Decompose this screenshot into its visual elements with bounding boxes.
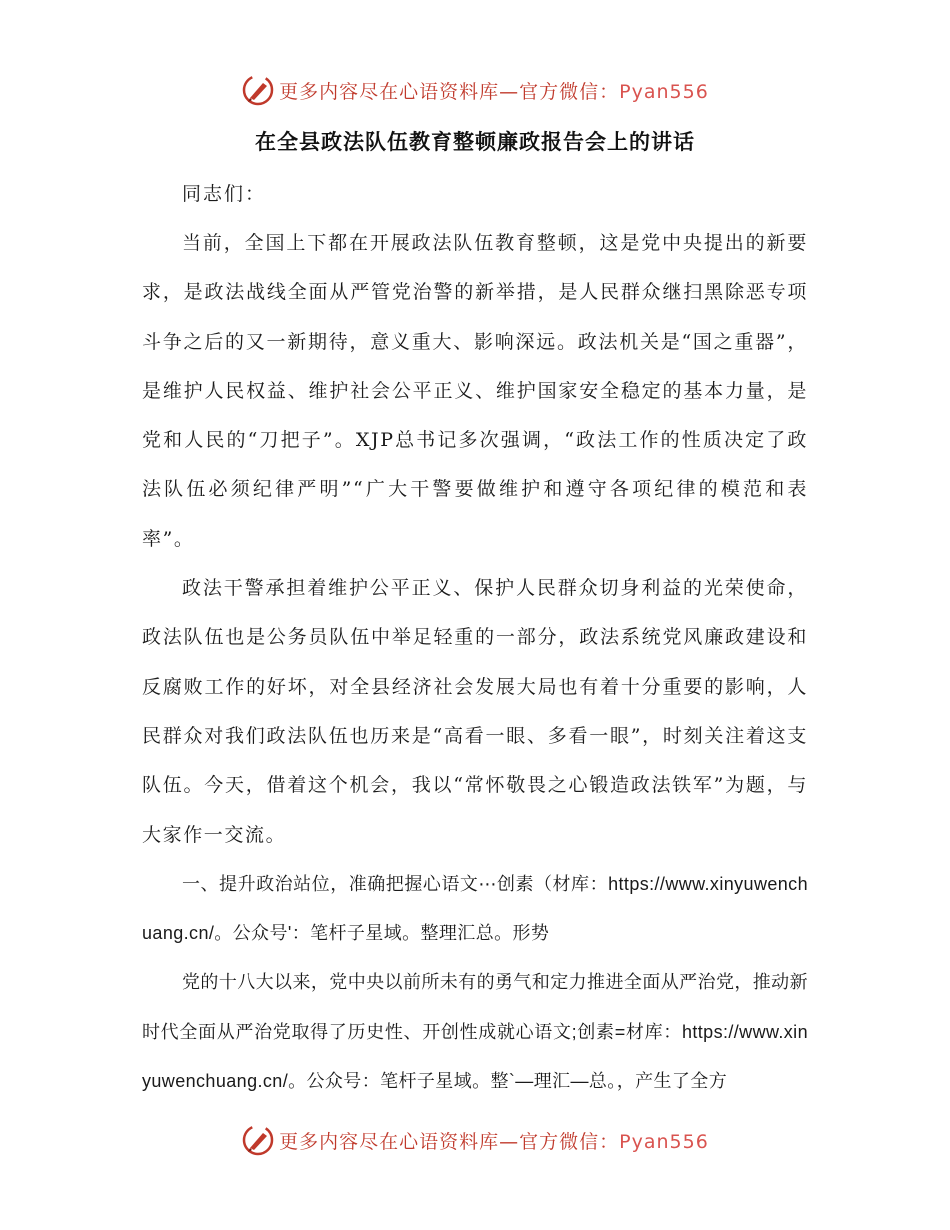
watermark-text: 更多内容尽在心语资料库—官方微信：Pyan556 <box>279 80 709 103</box>
watermark-banner-top <box>0 70 950 110</box>
document-title: 在全县政法队伍教育整顿廉政报告会上的讲话 <box>255 129 695 154</box>
watermark-banner-bottom <box>0 1120 950 1160</box>
section-heading: 一、提升政治站位，准确把握心语文⋯创素（材库：https://www.xinyuwenchuang.cn/。公众号'：笔杆子星域。整理汇总。形势 <box>142 873 808 944</box>
greeting: 同志们： <box>182 183 267 205</box>
watermark-text: 更多内容尽在心语资料库—官方微信：Pyan556 <box>279 1130 709 1153</box>
paragraph-1: 当前，全国上下都在开展政法队伍教育整顿，这是党中央提出的新要求，是政法战线全面从严管党治警的新举措，是人民群众继扫黑除恶专项斗争之后的又一新期待，意义重大、影响深远。政法机关是“国之重器”，是维护人民权益、维护社会公平正义、维护国家安全稳定的基本力量，是党和人民的“刀把子”。XJP总书记多次强调，“政法工作的性质决定了政法队伍必须纪律严明”“广大干警要做维护和遵守各项纪律的模范和表率”。 <box>142 232 808 550</box>
section-paragraph: 党的十八大以来，党中央以前所未有的勇气和定力推进全面从严治党，推动新时代全面从严治党取得了历史性、开创性成就心语文;创素=材库：https://www.xinyuwenchuang.cn/。公众号：笔杆子星域。整`—理汇—总。，产生了全方 <box>142 972 808 1092</box>
pen-logo-icon <box>241 1123 275 1157</box>
paragraph-2: 政法干警承担着维护公平正义、保护人民群众切身利益的光荣使命，政法队伍也是公务员队伍中举足轻重的一部分，政法系统党风廉政建设和反腐败工作的好坏，对全县经济社会发展大局也有着十分重要的影响，人民群众对我们政法队伍也历来是“高看一眼、多看一眼”，时刻关注着这支队伍。今天，借着这个机会，我以“常怀敬畏之心锻造政法铁军”为题，与大家作一交流。 <box>142 577 808 846</box>
pen-logo-icon <box>241 73 275 107</box>
document-body <box>142 170 808 1106</box>
